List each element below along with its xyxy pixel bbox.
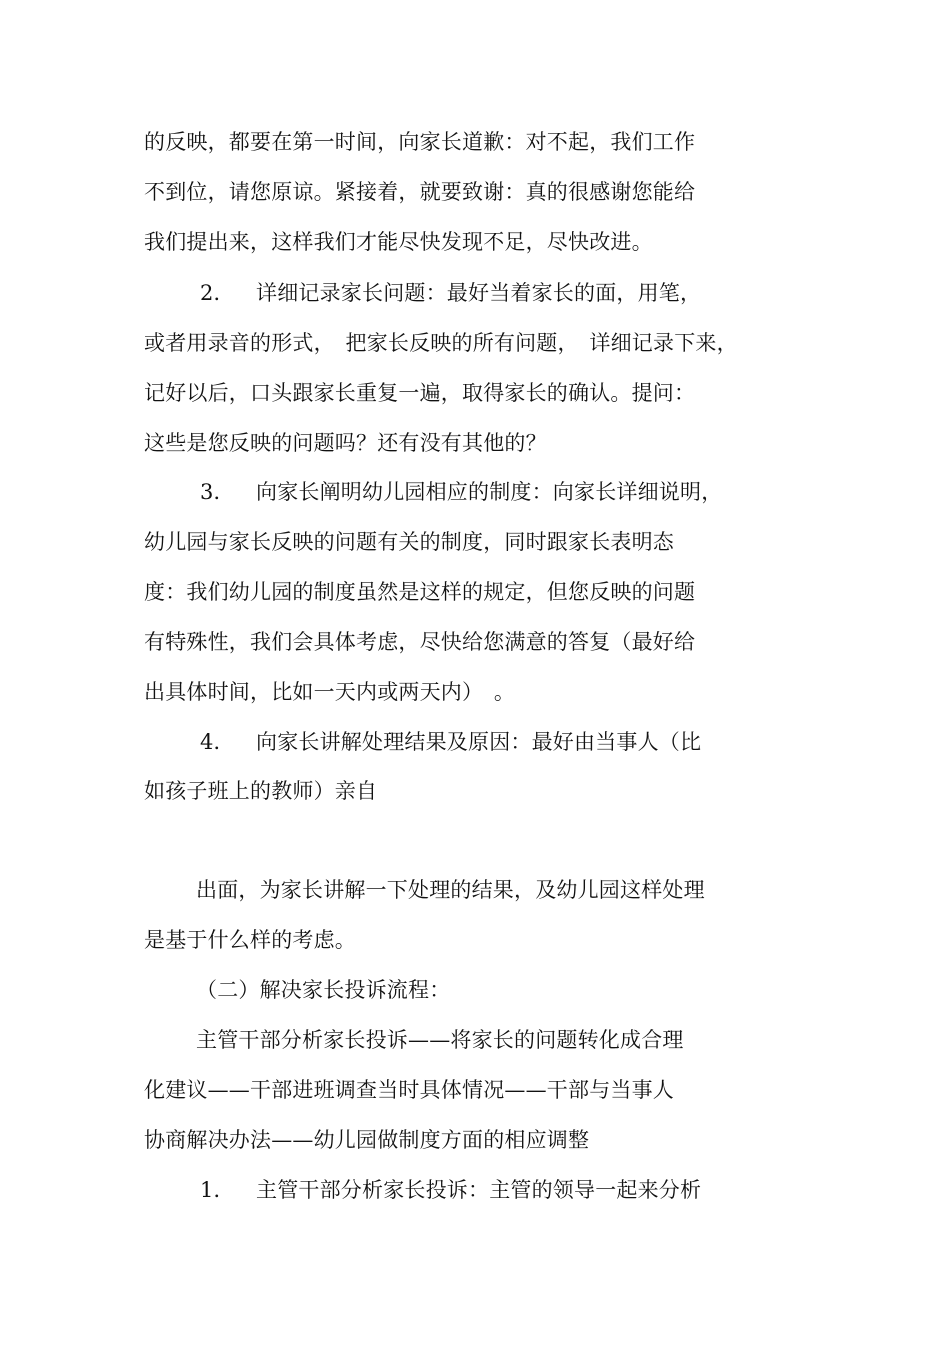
numbered-paragraph-2: [200, 279, 701, 307]
text-line: 详细记录家长问题：最好当着家长的面，用笔，: [256, 281, 702, 305]
text-line: 记好以后，口头跟家长重复一遍，取得家长的确认。提问：: [144, 381, 696, 405]
text-line: 主管干部分析家长投诉——将家长的问题转化成合理: [196, 1028, 684, 1052]
text-line: 化建议——干部进班调查当时具体情况——干部与当事人: [144, 1078, 674, 1102]
text-line: 向家长讲解处理结果及原因：最好由当事人（比: [256, 730, 702, 754]
list-number: 1．: [200, 1178, 235, 1202]
numbered-paragraph-4: [200, 728, 701, 756]
numbered-paragraph-1: [200, 1176, 701, 1204]
text-line: 如孩子班上的教师）亲自: [144, 779, 378, 803]
text-line: 我们提出来，这样我们才能尽快发现不足，尽快改进。: [144, 230, 653, 254]
text-line: 这些是您反映的问题吗？还有没有其他的？: [144, 431, 547, 455]
text-line: 有特殊性，我们会具体考虑，尽快给您满意的答复（最好给: [144, 630, 696, 654]
text-line: 向家长阐明幼儿园相应的制度：向家长详细说明，: [256, 480, 723, 504]
text-line: 度：我们幼儿园的制度虽然是这样的规定，但您反映的问题: [144, 580, 696, 604]
section-heading: （二）解决家长投诉流程：: [196, 978, 451, 1002]
list-number: 3．: [200, 480, 235, 504]
text-line: 出具体时间，比如一天内或两天内） 。: [144, 680, 516, 704]
text-line: 或者用录音的形式， 把家长反映的所有问题， 详细记录下来，: [144, 331, 738, 355]
list-number: 2．: [200, 281, 235, 305]
text-line: 幼儿园与家长反映的问题有关的制度，同时跟家长表明态: [144, 530, 674, 554]
text-line: 的反映，都要在第一时间，向家长道歉：对不起，我们工作: [144, 130, 696, 154]
list-number: 4．: [200, 730, 235, 754]
numbered-paragraph-3: [200, 478, 722, 506]
text-line: 出面，为家长讲解一下处理的结果，及幼儿园这样处理: [196, 878, 705, 902]
text-line: 协商解决办法——幼儿园做制度方面的相应调整: [144, 1128, 590, 1152]
text-line: 是基于什么样的考虑。: [144, 928, 356, 952]
text-line: 主管干部分析家长投诉：主管的领导一起来分析: [256, 1178, 702, 1202]
text-line: 不到位，请您原谅。紧接着，就要致谢：真的很感谢您能给: [144, 180, 696, 204]
